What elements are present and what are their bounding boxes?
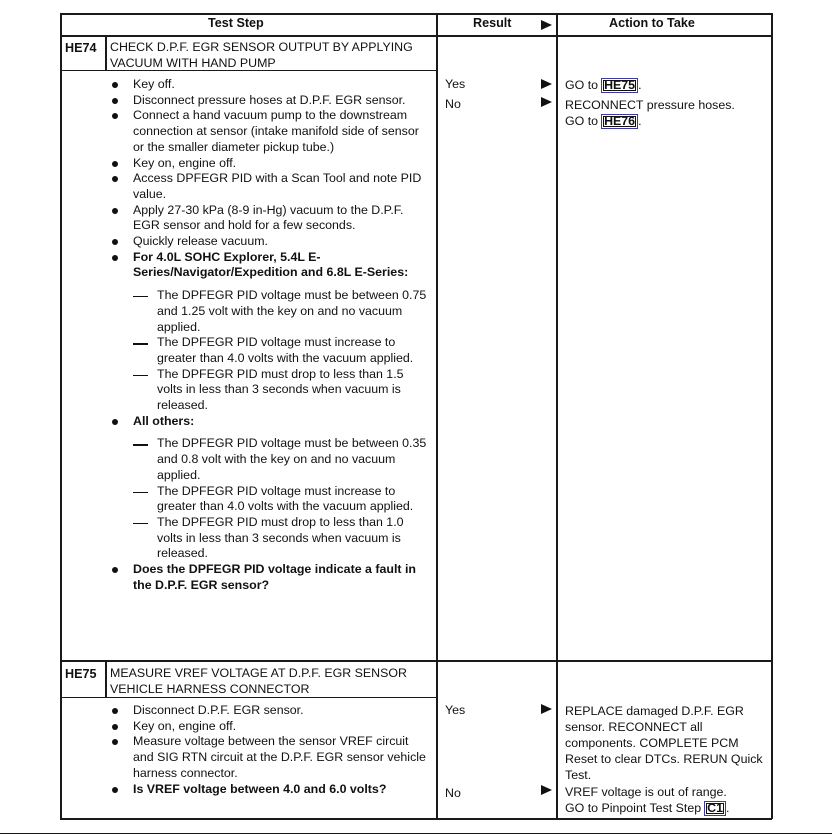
step-title-he74: CHECK D.P.F. EGR SENSOR OUTPUT BY APPLYING VACUUM WITH HAND PUMP xyxy=(110,40,413,70)
list-item: Measure voltage between the sensor VREF circuit and SIG RTN circuit at the D.P.F. EGR sensor vehicle harness connector. xyxy=(110,734,428,781)
list-item: Apply 27-30 kPa (8-9 in-Hg) vacuum to the D.P.F. EGR sensor and hold for a few seconds. xyxy=(110,203,428,234)
list-item: Connect a hand vacuum pump to the downstream connection at sensor (intake manifold side of sensor or the smaller diameter pickup tube.) xyxy=(110,108,428,155)
bullet-icon xyxy=(112,567,118,573)
sub-list-item: The DPFEGR PID voltage must be between 0.35 and 0.8 volt with the key on and no vacuum applied. xyxy=(133,436,428,483)
list-item: Key on, engine off. xyxy=(110,156,428,172)
dash-icon xyxy=(133,296,148,297)
title-bottom-border xyxy=(60,697,437,698)
arrow-right-icon xyxy=(541,704,552,714)
header-arrow-icon xyxy=(541,20,552,30)
step-link-c1[interactable]: C1 xyxy=(704,801,726,816)
bullet-icon xyxy=(112,739,118,745)
code-column-border xyxy=(105,661,107,697)
row-divider xyxy=(60,660,772,662)
bullet-icon xyxy=(112,176,118,182)
bullet-icon xyxy=(112,82,118,88)
list-item: Disconnect pressure hoses at D.P.F. EGR sensor. xyxy=(110,93,428,109)
result-no: No xyxy=(445,786,461,800)
bullet-icon xyxy=(112,787,118,793)
bullet-icon xyxy=(112,419,118,425)
sub-list-item: The DPFEGR PID voltage must increase to greater than 4.0 volts with the vacuum applied. xyxy=(133,335,428,366)
list-item-question: Is VREF voltage between 4.0 and 6.0 volts? xyxy=(110,782,428,798)
table-bottom-border xyxy=(60,818,772,820)
sub-list-item: The DPFEGR PID voltage must increase to greater than 4.0 volts with the vacuum applied. xyxy=(133,484,428,515)
arrow-right-icon xyxy=(541,97,552,107)
step-code-he74: HE74 xyxy=(65,41,97,55)
dash-icon xyxy=(133,444,148,445)
step-link-he76[interactable]: HE76 xyxy=(601,114,638,129)
sub-list-item: The DPFEGR PID must drop to less than 1.5 volts in less than 3 seconds when vacuum is released. xyxy=(133,367,428,414)
dash-icon xyxy=(133,523,148,524)
code-column-border xyxy=(105,36,107,70)
list-item-group-heading: All others: xyxy=(110,414,428,430)
result-yes: Yes xyxy=(445,77,466,91)
table-right-border xyxy=(771,13,773,819)
sub-list xyxy=(133,288,428,414)
step-list-he75 xyxy=(110,703,428,797)
list-item-group-heading: For 4.0L SOHC Explorer, 5.4L E-Series/Navigator/Expedition and 6.8L E-Series: xyxy=(110,250,428,281)
step-list-he74 xyxy=(110,77,428,594)
list-item: Access DPFEGR PID with a Scan Tool and note PID value. xyxy=(110,171,428,202)
dash-icon xyxy=(133,492,148,493)
list-item: Key on, engine off. xyxy=(110,719,428,735)
result-yes: Yes xyxy=(445,703,466,717)
step-link-he75[interactable]: HE75 xyxy=(601,78,638,93)
dash-icon xyxy=(133,375,148,376)
sub-list xyxy=(133,436,428,562)
bullet-icon xyxy=(112,208,118,214)
table-top-border xyxy=(60,13,772,15)
list-item: Quickly release vacuum. xyxy=(110,234,428,250)
action-yes-he74: GO to HE75 . xyxy=(565,78,642,92)
list-item: Key off. xyxy=(110,77,428,93)
arrow-right-icon xyxy=(541,79,552,89)
bullet-icon xyxy=(112,98,118,104)
bullet-icon xyxy=(112,708,118,714)
list-item: Disconnect D.P.F. EGR sensor. xyxy=(110,703,428,719)
arrow-right-icon xyxy=(541,785,552,795)
page-bottom-rule xyxy=(0,833,832,834)
action-no-he74: RECONNECT pressure hoses. GO to HE76 . xyxy=(565,98,735,128)
sub-list-item: The DPFEGR PID voltage must be between 0.75 and 1.25 volt with the key on and no vacuum applied. xyxy=(133,288,428,335)
action-yes-he75: REPLACE damaged D.P.F. EGR sensor. RECONNECT all components. COMPLETE PCM Reset to clear DTCs. RERUN Quick Test. xyxy=(565,704,763,782)
bullet-icon xyxy=(112,239,118,245)
bullet-icon xyxy=(112,724,118,730)
dash-icon xyxy=(133,343,148,344)
step-code-he75: HE75 xyxy=(65,667,97,681)
bullet-icon xyxy=(112,161,118,167)
header-action: Action to Take xyxy=(609,16,695,30)
sub-list-item: The DPFEGR PID must drop to less than 1.0 volts in less than 3 seconds when vacuum is released. xyxy=(133,515,428,562)
list-item-question: Does the DPFEGR PID voltage indicate a fault in the D.P.F. EGR sensor? xyxy=(110,562,428,593)
step-title-he75: MEASURE VREF VOLTAGE AT D.P.F. EGR SENSOR VEHICLE HARNESS CONNECTOR xyxy=(110,666,407,696)
result-no: No xyxy=(445,97,461,111)
header-test-step: Test Step xyxy=(208,16,264,30)
action-column-border xyxy=(556,13,558,819)
bullet-icon xyxy=(112,255,118,261)
header-result: Result xyxy=(473,16,512,30)
bullet-icon xyxy=(112,113,118,119)
action-no-he75: VREF voltage is out of range. GO to Pinpoint Test Step C1 . xyxy=(565,785,730,815)
header-bottom-border xyxy=(60,35,772,37)
